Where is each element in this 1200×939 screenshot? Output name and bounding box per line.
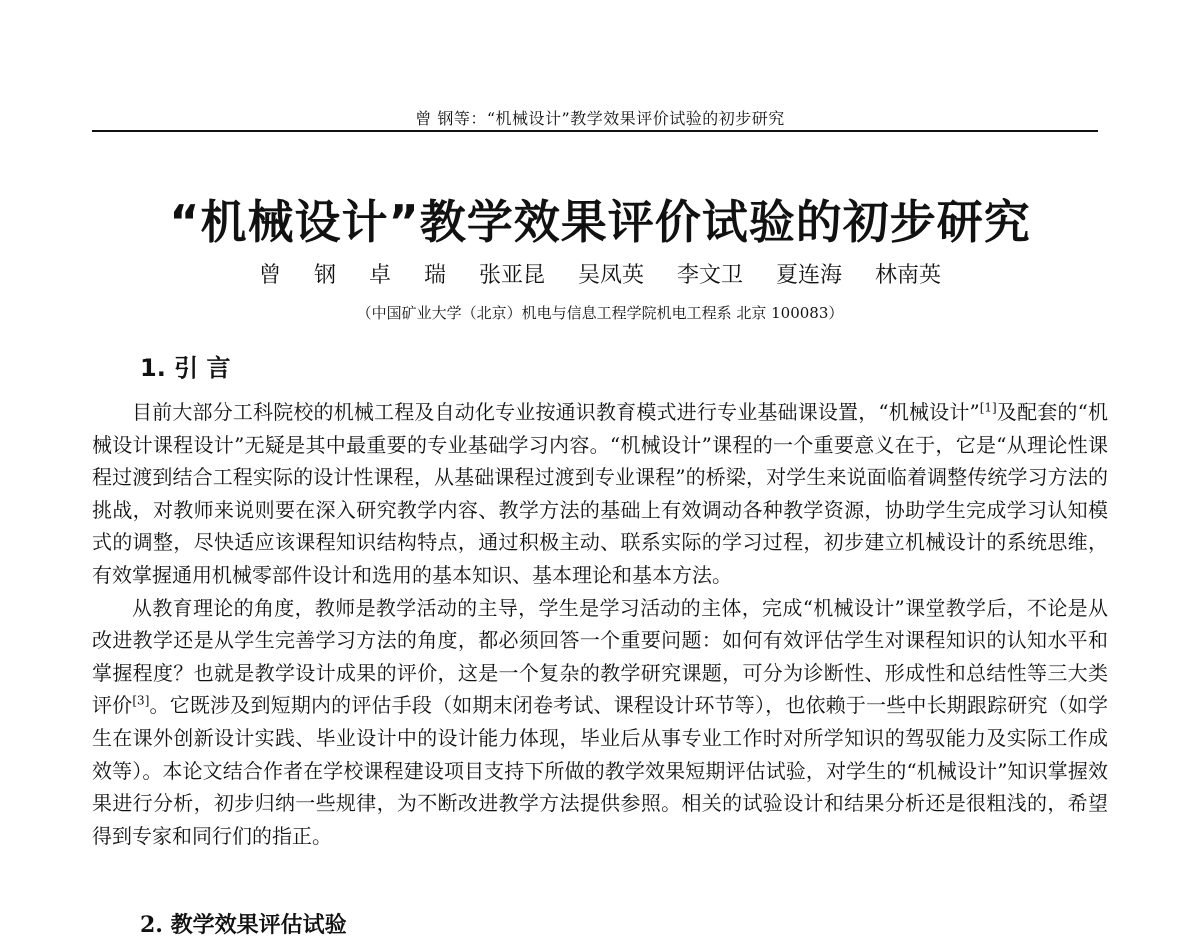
paragraph-1-text-a: 目前大部分工科院校的机械工程及自动化专业按通识教育模式进行专业基础课设置，“机械设计”	[132, 400, 980, 424]
section-heading-introduction: 1. 引 言	[140, 354, 231, 382]
paper-title: “机械设计”教学效果评价试验的初步研究	[169, 195, 1031, 249]
running-head: 曾 钢等：“机械设计”教学效果评价试验的初步研究	[415, 109, 785, 128]
paragraph-2-text-b: 。它既涉及到短期内的评估手段（如期末闭卷考试、课程设计环节等），也依赖于一些中长期跟踪研究（如学生在课外创新设计实践、毕业设计中的设计能力体现，毕业后从事专业工作时对所学知识的驾驭能力及实际工作成效等）。本论文结合作者在学校课程建设项目支持下所做的教学效果短期评估试验，对学生的“机械设计”知识掌握效果进行分析，初步归纳一些规律，为不断改进教学方法提供参照。相关的试验设计和结果分析还是很粗浅的，希望得到专家和同行们的指正。	[92, 693, 1109, 848]
paragraph-2	[92, 592, 1108, 853]
header-rule	[92, 130, 1098, 132]
affiliation: （中国矿业大学（北京）机电与信息工程学院机电工程系 北京 100083）	[356, 304, 844, 322]
paragraph-2-text-a: 从教育理论的角度，教师是教学活动的主导，学生是学习活动的主体，完成“机械设计”课堂教学后，不论是从改进教学还是从学生完善学习方法的角度，都必须回答一个重要问题：如何有效评估学生对课程知识的认知水平和掌握程度？也就是教学设计成果的评价，这是一个复杂的教学研究课题，可分为诊断性、形成性和总结性等三大类评价	[92, 595, 1108, 718]
paragraph-1-text-b: 及配套的“机械设计课程设计”无疑是其中最重要的专业基础学习内容。“机械设计”课程的一个重要意义在于，它是“从理论性课程过渡到结合工程实际的设计性课程，从基础课程过渡到专业课程”的桥梁，对学生来说面临着调整传统学习方法的挑战，对教师来说则要在深入研究教学内容、教学方法的基础上有效调动各种教学资源，协助学生完成学习认知模式的调整，尽快适应该课程知识结构特点，通过积极主动、联系实际的学习过程，初步建立机械设计的系统思维，有效掌握通用机械零部件设计和选用的基本知识、基本理论和基本方法。	[92, 400, 1108, 587]
citation-1: [1]	[979, 400, 997, 415]
paragraph-1	[92, 396, 1108, 592]
body-text	[92, 396, 1108, 852]
author-list: 曾 钢 卓 瑞 张亚昆 吴凤英 李文卫 夏连海 林南英	[259, 263, 941, 288]
next-section-heading-cutoff: 2. 教学效果评估试验	[140, 912, 347, 938]
citation-3: [3]	[132, 693, 150, 708]
